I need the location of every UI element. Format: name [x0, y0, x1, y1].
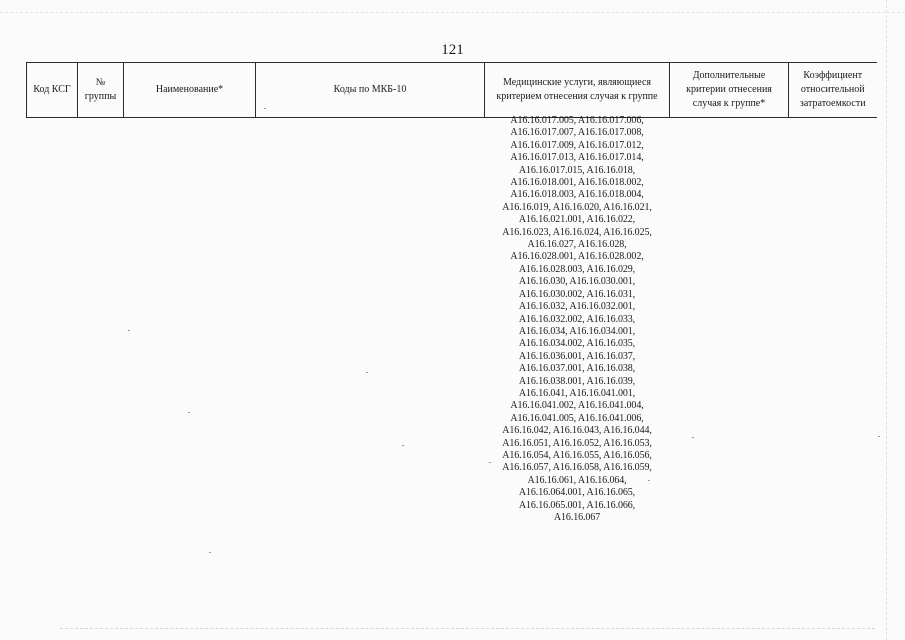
service-code-line: A16.16.017.009, A16.16.017.012, — [510, 139, 644, 151]
service-code-line: A16.16.041, A16.16.041.001, — [518, 387, 636, 399]
service-code-line: A16.16.028.001, A16.16.028.002, — [510, 251, 644, 263]
medical-services-list — [484, 115, 670, 524]
service-code-line: A16.16.017.015, A16.16.018, — [518, 164, 636, 176]
service-code-line: A16.16.019, A16.16.020, A16.16.021, — [502, 201, 652, 213]
service-code-line: A16.16.032.002, A16.16.033, — [518, 313, 636, 325]
service-code-line: A16.16.027, A16.16.028, — [527, 239, 627, 251]
service-code-line: A16.16.017.013, A16.16.017.014, — [510, 152, 644, 164]
service-code-line: A16.16.037.001, A16.16.038, — [518, 363, 636, 375]
service-code-line: A16.16.023, A16.16.024, A16.16.025, — [502, 226, 652, 238]
service-code-line: A16.16.018.003, A16.16.018.004, — [510, 189, 644, 201]
scan-speck — [878, 436, 880, 437]
header-ksg-code: Код КСГ — [27, 63, 78, 118]
scan-speck — [692, 437, 694, 438]
scan-speck — [489, 462, 491, 463]
service-code-line: A16.16.065.001, A16.16.066, — [518, 499, 636, 511]
service-code-line: A16.16.054, A16.16.055, A16.16.056, — [502, 449, 652, 461]
service-code-line: A16.16.018.001, A16.16.018.002, — [510, 177, 644, 189]
scan-right-edge — [886, 0, 887, 640]
service-code-line: A16.16.057, A16.16.058, A16.16.059, — [502, 462, 652, 474]
service-code-line: A16.16.030, A16.16.030.001, — [518, 276, 636, 288]
service-code-line: A16.16.032, A16.16.032.001, — [518, 301, 636, 313]
header-medical-services: Медицинские услуги, являющиеся критерием отнесения случая к группе — [485, 63, 670, 118]
service-code-line: A16.16.028.003, A16.16.029, — [518, 263, 636, 275]
table-header-row — [27, 63, 877, 118]
page-number: 121 — [441, 42, 464, 58]
service-code-line: A16.16.036.001, A16.16.037, — [518, 350, 636, 362]
scan-speck — [188, 412, 190, 413]
service-code-line: A16.16.030.002, A16.16.031, — [518, 288, 636, 300]
header-name: Наименование* — [124, 63, 256, 118]
header-icd10-codes: Коды по МКБ-10 — [256, 63, 485, 118]
header-group-number: № группы — [78, 63, 124, 118]
service-code-line: A16.16.051, A16.16.052, A16.16.053, — [502, 437, 652, 449]
service-code-line: A16.16.034, A16.16.034.001, — [518, 325, 636, 337]
service-code-line: A16.16.017.007, A16.16.017.008, — [510, 127, 644, 139]
service-code-line: A16.16.021.001, A16.16.022, — [518, 214, 636, 226]
header-cost-coefficient: Коэффициент относительной затратоемкости — [789, 63, 877, 118]
scan-top-edge — [0, 0, 905, 13]
scan-bottom-edge — [60, 628, 875, 629]
service-code-line: A16.16.067 — [553, 512, 601, 523]
scan-speck — [264, 108, 266, 109]
scan-speck — [402, 445, 404, 446]
service-code-line: A16.16.042, A16.16.043, A16.16.044, — [502, 425, 652, 437]
table-header — [26, 62, 877, 118]
service-code-line: A16.16.038.001, A16.16.039, — [518, 375, 636, 387]
header-additional-criteria: Дополнительные критерии отнесения случая к группе* — [670, 63, 789, 118]
service-code-line: A16.16.017.005, A16.16.017.006, — [510, 115, 644, 126]
scan-speck — [128, 330, 130, 331]
service-code-line: A16.16.034.002, A16.16.035, — [518, 338, 636, 350]
service-code-line: A16.16.041.005, A16.16.041.006, — [510, 412, 644, 424]
service-code-line: A16.16.041.002, A16.16.041.004, — [510, 400, 644, 412]
service-code-line: A16.16.064.001, A16.16.065, — [518, 487, 636, 499]
scan-speck — [366, 372, 368, 373]
service-code-line: A16.16.061, A16.16.064, — [527, 474, 627, 486]
scan-speck — [648, 480, 650, 481]
scan-speck — [209, 552, 211, 553]
